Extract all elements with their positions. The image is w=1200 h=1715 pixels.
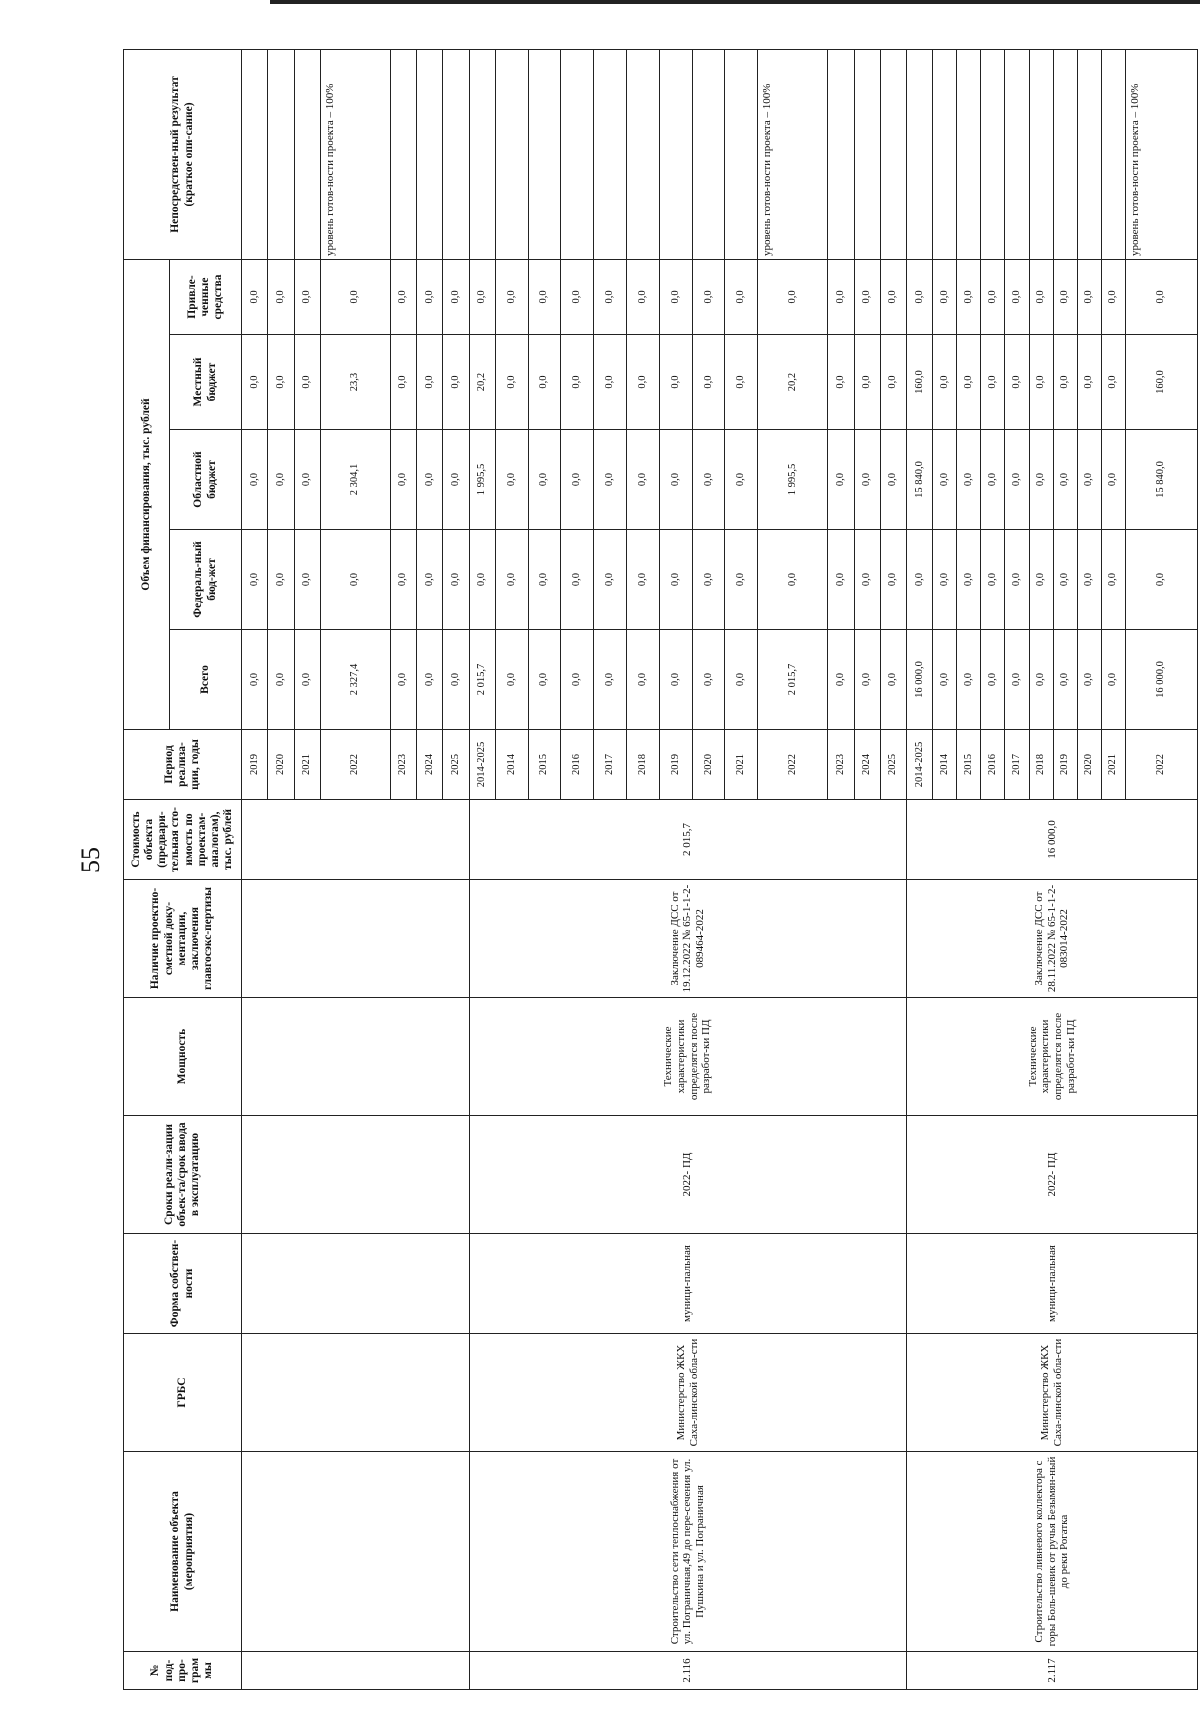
cell-local: 0,0 [1077,335,1101,430]
header-num: № под-про-грам мы [124,1652,242,1690]
cell-total: 0,0 [1077,630,1101,730]
cell-federal: 0,0 [828,530,854,630]
cell-year: 2020 [268,730,294,800]
cell-attracted: 0,0 [758,259,828,334]
cell-attracted: 0,0 [443,259,469,334]
cell-total: 0,0 [1029,630,1053,730]
top-border-line [270,0,1200,4]
cell-result: уровень готов-ности проекта – 100% [758,49,828,259]
cell-year: 2020 [692,730,725,800]
cell-local: 0,0 [268,335,294,430]
cell-regional: 1 995,5 [469,430,495,530]
cell-year: 2014 [495,730,528,800]
header-grbs: ГРБС [124,1334,242,1452]
cell-regional: 0,0 [1005,430,1029,530]
cell-regional: 0,0 [1053,430,1077,530]
table-row [469,49,495,1689]
cell-result [880,49,906,259]
cell-local: 0,0 [242,335,268,430]
cell-regional: 0,0 [1077,430,1101,530]
cell-regional: 0,0 [268,430,294,530]
cell-result [907,49,933,259]
cell-total: 16 000,0 [1125,630,1197,730]
cell-federal: 0,0 [692,530,725,630]
cell-attracted: 0,0 [1029,259,1053,334]
cell-federal: 0,0 [659,530,692,630]
cell-local: 0,0 [1053,335,1077,430]
cell-attracted: 0,0 [528,259,561,334]
cell-result: уровень готов-ности проекта – 100% [320,49,390,259]
cell-regional: 0,0 [957,430,981,530]
cell-total: 0,0 [854,630,880,730]
cell-total: 2 015,7 [758,630,828,730]
cell-regional: 0,0 [1101,430,1125,530]
cell-attracted: 0,0 [1125,259,1197,334]
cell-federal: 0,0 [981,530,1005,630]
cell-federal: 0,0 [495,530,528,630]
cell-regional: 0,0 [417,430,443,530]
cell-total: 0,0 [1005,630,1029,730]
cell-result [981,49,1005,259]
cell-regional: 0,0 [242,430,268,530]
header-docs: Наличие проектно-сметной доку-ментации, заключения главгосэкс-пертизы [124,880,242,998]
cell-attracted: 0,0 [294,259,320,334]
cell-year: 2018 [1029,730,1053,800]
cell-local: 160,0 [1125,335,1197,430]
cell-year: 2020 [1077,730,1101,800]
cell-attracted: 0,0 [242,259,268,334]
cell-empty [242,998,470,1116]
cell-result [594,49,627,259]
cell-year: 2024 [417,730,443,800]
cell-year: 2019 [242,730,268,800]
cell-result [469,49,495,259]
cell-year: 2014-2025 [469,730,495,800]
cell-total: 2 327,4 [320,630,390,730]
object-cost: 16 000,0 [907,800,1198,880]
cell-year: 2017 [1005,730,1029,800]
object-number: 2.117 [907,1652,1198,1690]
cell-year: 2024 [854,730,880,800]
object-terms: 2022- ПД [469,1116,907,1234]
cell-attracted: 0,0 [594,259,627,334]
cell-empty [242,1452,470,1652]
cell-local: 0,0 [981,335,1005,430]
cell-regional: 0,0 [495,430,528,530]
cell-attracted: 0,0 [1077,259,1101,334]
cell-federal: 0,0 [758,530,828,630]
cell-attracted: 0,0 [1053,259,1077,334]
cell-attracted: 0,0 [957,259,981,334]
cell-local: 0,0 [933,335,957,430]
cell-regional: 0,0 [854,430,880,530]
cell-regional: 0,0 [294,430,320,530]
cell-local: 0,0 [417,335,443,430]
cell-total: 2 015,7 [469,630,495,730]
cell-empty [242,1334,470,1452]
cell-local: 0,0 [1029,335,1053,430]
cell-attracted: 0,0 [320,259,390,334]
cell-local: 0,0 [880,335,906,430]
cell-regional: 0,0 [561,430,594,530]
cell-regional: 0,0 [933,430,957,530]
cell-federal: 0,0 [594,530,627,630]
cell-federal: 0,0 [561,530,594,630]
cell-result [957,49,981,259]
object-terms: 2022- ПД [907,1116,1198,1234]
object-cost: 2 015,7 [469,800,907,880]
cell-result [495,49,528,259]
page-number: 55 [76,847,105,873]
object-docs: Заключение ДСС от 19.12.2022 № 65-1-1-2-089464-2022 [469,880,907,998]
cell-local: 0,0 [443,335,469,430]
cell-result [1077,49,1101,259]
cell-federal: 0,0 [469,530,495,630]
cell-local: 0,0 [390,335,416,430]
cell-result [528,49,561,259]
cell-result [692,49,725,259]
object-capacity: Технические характеристики определятся после разработ-ки ПД [469,998,907,1116]
cell-attracted: 0,0 [692,259,725,334]
cell-result [1005,49,1029,259]
cell-attracted: 0,0 [659,259,692,334]
cell-result [725,49,758,259]
cell-regional: 0,0 [594,430,627,530]
cell-total: 0,0 [828,630,854,730]
cell-federal: 0,0 [1125,530,1197,630]
cell-local: 0,0 [854,335,880,430]
object-docs: Заключение ДСС от 28.11.2022 № 65-1-1-2-083014-2022 [907,880,1198,998]
header-name: Наименование объекта (мероприятия) [124,1452,242,1652]
cell-year: 2023 [828,730,854,800]
cell-federal: 0,0 [294,530,320,630]
cell-result [242,49,268,259]
cell-total: 0,0 [528,630,561,730]
cell-federal: 0,0 [1101,530,1125,630]
cell-attracted: 0,0 [981,259,1005,334]
header-attracted: Привле-ченные средства [170,259,242,334]
table-row [242,49,268,1689]
cell-total: 0,0 [627,630,660,730]
cell-year: 2016 [561,730,594,800]
cell-attracted: 0,0 [880,259,906,334]
cell-result [294,49,320,259]
cell-regional: 2 304,1 [320,430,390,530]
cell-federal: 0,0 [390,530,416,630]
object-capacity: Технические характеристики определятся после разработ-ки ПД [907,998,1198,1116]
object-name: Строительство ливневого коллектора с горы Боль-шевик от ручья Безымян-ный до реки Рогатка [907,1452,1198,1652]
cell-total: 0,0 [242,630,268,730]
cell-empty [242,1652,470,1690]
cell-total: 0,0 [390,630,416,730]
cell-year: 2025 [880,730,906,800]
cell-attracted: 0,0 [854,259,880,334]
cell-year: 2022 [1125,730,1197,800]
header-result: Непосредствен-ный результат (краткое опи-сание) [124,49,242,259]
cell-result [390,49,416,259]
cell-regional: 0,0 [627,430,660,530]
cell-federal: 0,0 [242,530,268,630]
cell-federal: 0,0 [1053,530,1077,630]
cell-total: 0,0 [880,630,906,730]
cell-total: 0,0 [268,630,294,730]
cell-federal: 0,0 [268,530,294,630]
cell-total: 0,0 [561,630,594,730]
cell-result [1101,49,1125,259]
header-terms: Сроки реали-зации объек-та/срок ввода в эксплуатацию [124,1116,242,1234]
object-number: 2.116 [469,1652,907,1690]
header-cost: Стоимость объекта (предвари-тельная сто-имость по проектам-аналогам), тыс. рублей [124,800,242,880]
cell-attracted: 0,0 [828,259,854,334]
cell-result [627,49,660,259]
cell-local: 23,3 [320,335,390,430]
cell-local: 0,0 [957,335,981,430]
cell-local: 160,0 [907,335,933,430]
cell-result [828,49,854,259]
cell-empty [242,1116,470,1234]
cell-attracted: 0,0 [469,259,495,334]
cell-regional: 15 840,0 [907,430,933,530]
cell-attracted: 0,0 [933,259,957,334]
cell-regional: 0,0 [725,430,758,530]
cell-regional: 0,0 [692,430,725,530]
cell-regional: 0,0 [828,430,854,530]
cell-federal: 0,0 [933,530,957,630]
cell-year: 2021 [1101,730,1125,800]
header-federal: Федераль-ный бюд-жет [170,530,242,630]
cell-total: 0,0 [594,630,627,730]
cell-result [443,49,469,259]
cell-result [1029,49,1053,259]
cell-year: 2025 [443,730,469,800]
cell-empty [242,880,470,998]
cell-attracted: 0,0 [627,259,660,334]
cell-regional: 1 995,5 [758,430,828,530]
cell-local: 0,0 [725,335,758,430]
cell-total: 0,0 [417,630,443,730]
cell-attracted: 0,0 [1005,259,1029,334]
cell-regional: 15 840,0 [1125,430,1197,530]
cell-local: 0,0 [828,335,854,430]
cell-attracted: 0,0 [268,259,294,334]
cell-year: 2021 [725,730,758,800]
cell-local: 0,0 [495,335,528,430]
cell-regional: 0,0 [528,430,561,530]
cell-attracted: 0,0 [390,259,416,334]
cell-total: 0,0 [1101,630,1125,730]
cell-result [561,49,594,259]
object-ownership: муници-пальная [907,1234,1198,1334]
cell-regional: 0,0 [880,430,906,530]
cell-local: 0,0 [1005,335,1029,430]
object-grbs: Министерство ЖКХ Саха-линской обла-сти [469,1334,907,1452]
object-grbs: Министерство ЖКХ Саха-линской обла-сти [907,1334,1198,1452]
cell-attracted: 0,0 [1101,259,1125,334]
header-ownership: Форма собствен-ности [124,1234,242,1334]
header-capacity: Мощность [124,998,242,1116]
cell-federal: 0,0 [1077,530,1101,630]
rotated-table-wrapper [123,50,1198,1690]
cell-local: 0,0 [594,335,627,430]
cell-attracted: 0,0 [561,259,594,334]
cell-result [933,49,957,259]
cell-regional: 0,0 [659,430,692,530]
header-period: Период реализа-ции, годы [124,730,242,800]
header-financing: Объем финансирования, тыс. рублей [124,259,170,729]
cell-regional: 0,0 [443,430,469,530]
header-local: Местный бюджет [170,335,242,430]
cell-year: 2021 [294,730,320,800]
cell-regional: 0,0 [981,430,1005,530]
cell-total: 0,0 [495,630,528,730]
object-name: Строительство сети теплоснабжения от ул. Пограничная,49 до пере-сечения ул. Пушкина и ул. Пограничная [469,1452,907,1652]
cell-year: 2017 [594,730,627,800]
header-regional: Областной бюджет [170,430,242,530]
cell-local: 20,2 [758,335,828,430]
cell-federal: 0,0 [880,530,906,630]
header-total: Всего [170,630,242,730]
cell-local: 0,0 [294,335,320,430]
cell-local: 0,0 [528,335,561,430]
cell-local: 0,0 [1101,335,1125,430]
cell-year: 2014-2025 [907,730,933,800]
cell-total: 0,0 [725,630,758,730]
cell-regional: 0,0 [390,430,416,530]
cell-empty [242,1234,470,1334]
cell-result: уровень готов-ности проекта – 100% [1125,49,1197,259]
cell-year: 2016 [981,730,1005,800]
cell-year: 2019 [1053,730,1077,800]
cell-total: 0,0 [933,630,957,730]
cell-local: 0,0 [659,335,692,430]
cell-federal: 0,0 [1005,530,1029,630]
cell-result [854,49,880,259]
cell-year: 2023 [390,730,416,800]
cell-federal: 0,0 [528,530,561,630]
cell-total: 0,0 [659,630,692,730]
cell-total: 0,0 [981,630,1005,730]
cell-federal: 0,0 [957,530,981,630]
cell-federal: 0,0 [443,530,469,630]
cell-federal: 0,0 [854,530,880,630]
cell-result [659,49,692,259]
cell-federal: 0,0 [627,530,660,630]
cell-total: 0,0 [692,630,725,730]
cell-federal: 0,0 [907,530,933,630]
cell-total: 0,0 [294,630,320,730]
cell-total: 0,0 [443,630,469,730]
cell-result [417,49,443,259]
cell-result [1053,49,1077,259]
cell-year: 2019 [659,730,692,800]
cell-year: 2022 [320,730,390,800]
table-row [907,49,933,1689]
cell-year: 2018 [627,730,660,800]
cell-year: 2015 [528,730,561,800]
financing-table [123,49,1198,1690]
cell-local: 20,2 [469,335,495,430]
cell-local: 0,0 [692,335,725,430]
cell-federal: 0,0 [320,530,390,630]
cell-local: 0,0 [561,335,594,430]
cell-federal: 0,0 [1029,530,1053,630]
cell-attracted: 0,0 [725,259,758,334]
cell-total: 0,0 [957,630,981,730]
cell-total: 16 000,0 [907,630,933,730]
cell-year: 2015 [957,730,981,800]
cell-attracted: 0,0 [417,259,443,334]
cell-federal: 0,0 [417,530,443,630]
cell-empty [242,800,470,880]
cell-federal: 0,0 [725,530,758,630]
cell-total: 0,0 [1053,630,1077,730]
cell-year: 2014 [933,730,957,800]
cell-attracted: 0,0 [495,259,528,334]
cell-result [268,49,294,259]
cell-year: 2022 [758,730,828,800]
cell-regional: 0,0 [1029,430,1053,530]
cell-attracted: 0,0 [907,259,933,334]
cell-local: 0,0 [627,335,660,430]
object-ownership: муници-пальная [469,1234,907,1334]
